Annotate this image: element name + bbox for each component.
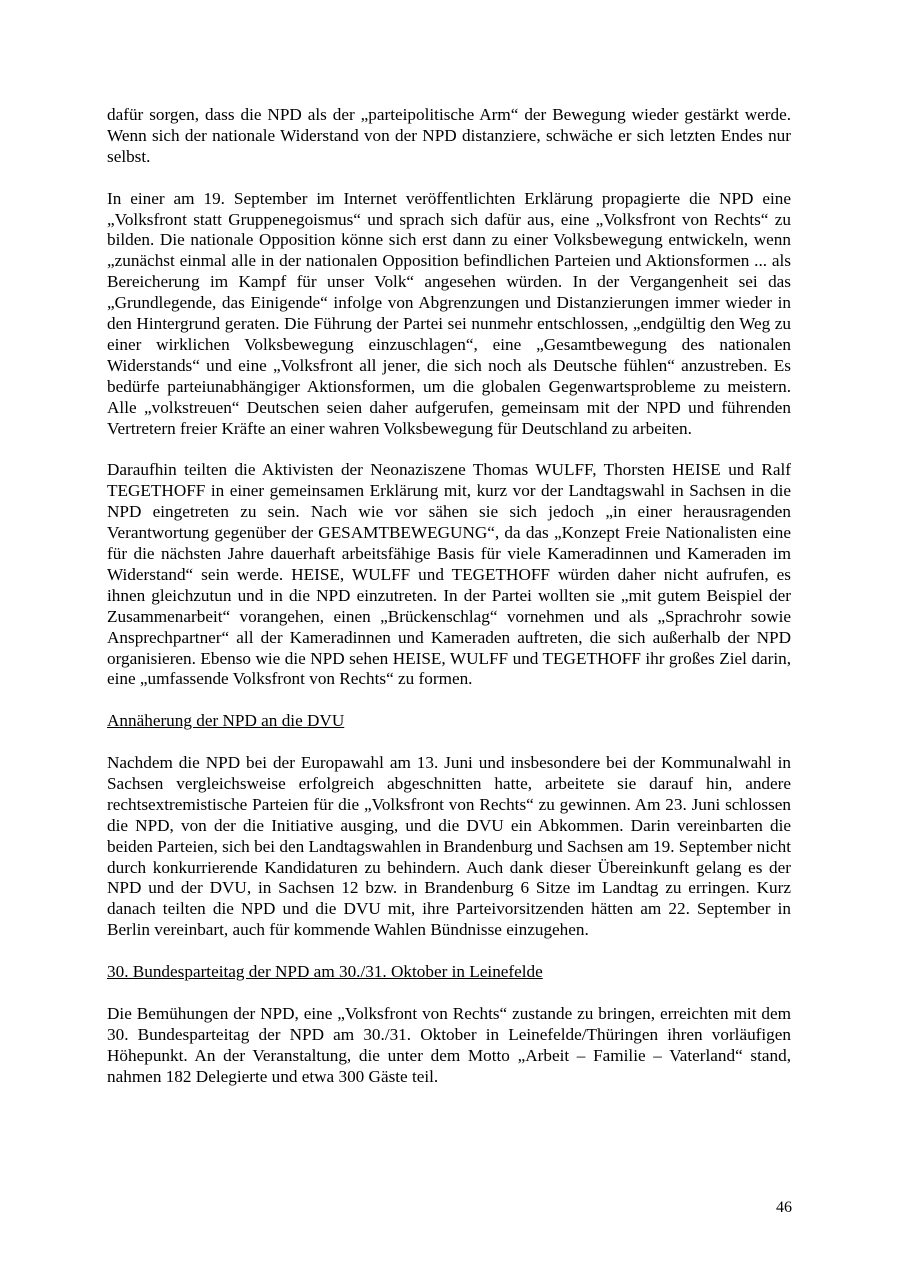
paragraph-activists-statement: Daraufhin teilten die Aktivisten der Neonaziszene Thomas WULFF, Thorsten HEISE und Ralf TEGETHOFF in einer gemeinsamen Erklärung mit, kurz vor der Landtagswahl in Sachsen in die NPD eingetreten zu sein. Nach wie vor sähen sie sich jedoch „in einer herausragenden Verantwortung gegenüber der GESAMTBEWEGUNG“, da das „Konzept Freie Nationalisten eine für die nächsten Jahre dauerhaft arbeitsfähige Basis für viele Kameradinnen und Kameraden im Widerstand“ sein werde. HEISE, WULFF und TEGETHOFF würden daher nicht aufrufen, es ihnen gleichzutun und in die NPD einzutreten. In der Partei wollten sie „mit gutem Beispiel der Zusammenarbeit“ vorangehen, einen „Brückenschlag“ vornehmen und als „Sprachrohr sowie Ansprechpartner“ all der Kameradinnen und Kameraden auftreten, die sich außerhalb der NPD organisieren. Ebenso wie die NPD sehen HEISE, WULFF und TEGETHOFF ihr großes Ziel darin, eine „umfassende Volksfront von Rechts“ zu formen. [107,460,791,689]
paragraph-volksfront-declaration: In einer am 19. September im Internet veröffentlichten Erklärung propagierte die NPD eine „Volksfront statt Gruppenegoismus“ und sprach sich dafür aus, eine „Volksfront von Rechts“ zu bilden. Die nationale Opposition könne sich erst dann zu einer Volksbewegung entwickeln, wenn „zunächst einmal alle in der nationalen Opposition befindlichen Parteien und Aktionsformen ... als Bereicherung im Kampf für unser Volk“ angesehen würden. In der Vergangenheit sei das „Grundlegende, das Einigende“ infolge von Abgrenzungen und Distanzierungen immer wieder in den Hintergrund geraten. Die Führung der Partei sei nunmehr entschlossen, „endgültig den Weg zu einer wirklichen Volksbewegung einzuschlagen“, eine „Gesamtbewegung des nationalen Widerstands“ und eine „Volksfront all jener, die sich noch als Deutsche fühlen“ anzustreben. Es bedürfe parteiunabhängiger Aktionsformen, um die globalen Gegenwartsprobleme zu meistern. Alle „volkstreuen“ Deutschen seien daher aufgerufen, gemeinsam mit der NPD und führenden Vertretern freier Kräfte an einer wahren Volksbewegung für Deutschland zu arbeiten. [107,188,791,438]
paragraph-dvu-agreement: Nachdem die NPD bei der Europawahl am 13. Juni und insbesondere bei der Kommunalwahl in Sachsen vergleichsweise erfolgreich abgeschnitten hatte, arbeitete sie darauf hin, andere rechtsextremistische Parteien für die „Volksfront von Rechts“ zu gewinnen. Am 23. Juni schlossen die NPD, von der die Initiative ausging, und die DVU ein Abkommen. Darin vereinbarten die beiden Parteien, sich bei den Landtagswahlen in Brandenburg und Sachsen am 19. September nicht durch konkurrierende Kandidaturen zu behindern. Auch dank dieser Übereinkunft gelang es der NPD und der DVU, in Sachsen 12 bzw. in Brandenburg 6 Sitze im Landtag zu erringen. Kurz danach teilten die NPD und die DVU mit, ihre Parteivorsitzenden hätten am 22. September in Berlin vereinbart, auch für kommende Wahlen Bündnisse einzugehen. [107,753,791,940]
page-number: 46 [776,1199,792,1216]
section-heading-dvu: Annäherung der NPD an die DVU [107,711,345,731]
paragraph-continuation: dafür sorgen, dass die NPD als der „parteipolitische Arm“ der Bewegung wieder gestärkt werde. Wenn sich der nationale Widerstand von der NPD distanziere, schwäche er sich letzten Endes nur selbst. [107,105,791,166]
document-body [107,105,791,1108]
section-heading-party-congress: 30. Bundesparteitag der NPD am 30./31. Oktober in Leinefelde [107,962,543,982]
paragraph-party-congress: Die Bemühungen der NPD, eine „Volksfront von Rechts“ zustande zu bringen, erreichten mit dem 30. Bundesparteitag der NPD am 30./31. Oktober in Leinefelde/Thüringen ihren vorläufigen Höhepunkt. An der Veranstaltung, die unter dem Motto „Arbeit – Familie – Vaterland“ stand, nahmen 182 Delegierte und etwa 300 Gäste teil. [107,1003,791,1086]
